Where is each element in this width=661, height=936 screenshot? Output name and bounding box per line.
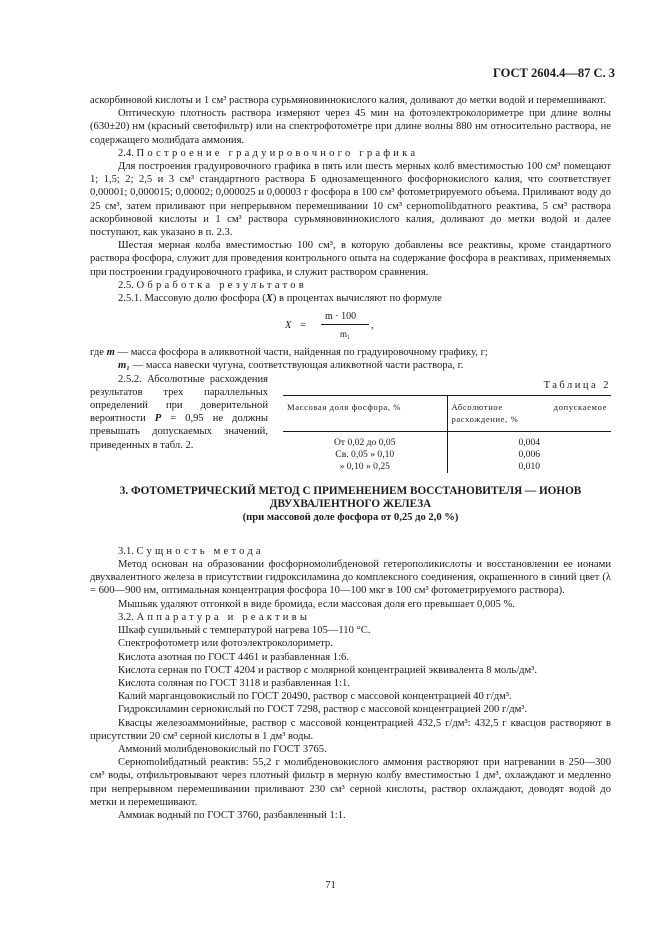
fraction-bar bbox=[321, 324, 369, 325]
section-heading-3-1 bbox=[90, 545, 611, 558]
paragraph: аскорбиновой кислоты и 1 см³ раствора сурьмяновиннокислого калия, доливают до метки водой и перемешивают. bbox=[90, 95, 606, 106]
section-title: Построение градуировочного графика bbox=[136, 147, 419, 159]
page-content bbox=[90, 94, 611, 822]
section-heading-2-4 bbox=[90, 147, 611, 160]
table-row bbox=[283, 449, 611, 461]
formula-comma: , bbox=[371, 320, 374, 332]
list-item: Калий марганцовокислый по ГОСТ 20490, раствор с массовой концентрацией 40 г/дм³. bbox=[118, 691, 512, 703]
list-item: Сернomolибдатный реактив: 55,2 г молибденовокислого аммония растворяют при нагревании в 250—300 см³ воды, отфильтровывают через плотный фильтр в мерную колбу вместимостью 1 дм³, охлаждают и медленно при непрерывном перемешивании приливают 230 см³ серной кислоты, раствор охлаждают, доводят водой до метки и перемешивают. bbox=[90, 757, 611, 808]
formula-denominator: m₁ bbox=[340, 329, 351, 340]
list-item: Квасцы железоаммонийные, раствор с массовой концентрацией 432,5 г/дм³: 432,5 г квасцов растворяют в присутствии 20 см³ серной кислоты в 1 дм³ воды. bbox=[90, 717, 611, 742]
text-run: где bbox=[90, 347, 107, 359]
text-run: ) в процентах вычисляют по формуле bbox=[272, 293, 442, 305]
table-row bbox=[283, 431, 611, 449]
section-number: 2.4. bbox=[118, 147, 134, 159]
column-header: Абсолютное допускаемое расхождение, % bbox=[447, 395, 611, 431]
formula-equals: = bbox=[300, 320, 306, 332]
formula-lhs: X bbox=[285, 320, 292, 332]
list-item: Кислота азотная по ГОСТ 4461 и разбавленная 1:6. bbox=[118, 651, 349, 663]
section-number: 2.5. bbox=[118, 279, 134, 291]
table-caption: Таблица 2 bbox=[543, 379, 611, 391]
table-cell: Св. 0,05 » 0,10 bbox=[283, 449, 447, 461]
list-item: Кислота соляная по ГОСТ 3118 и разбавленная 1:1. bbox=[118, 677, 350, 689]
page-number: 71 bbox=[325, 880, 336, 891]
where-clause bbox=[90, 346, 611, 359]
table-row bbox=[283, 461, 611, 473]
list-item: Аммоний молибденовокислый по ГОСТ 3765. bbox=[118, 743, 327, 755]
list-item: Спектрофотометр или фотоэлектроколориметр. bbox=[118, 638, 333, 650]
table-cell: 0,004 bbox=[518, 436, 541, 448]
list-item: Гидроксиламин сернокислый по ГОСТ 7298, раствор с массовой концентрацией 200 г/дм³. bbox=[118, 704, 528, 716]
list-item: Аммиак водный по ГОСТ 3760, разбавленный 1:1. bbox=[118, 809, 346, 821]
text-run: — масса фосфора в аликвотной части, найденная по градуировочному графику, г; bbox=[114, 347, 488, 359]
section-3-title: 3. ФОТОМЕТРИЧЕСКИЙ МЕТОД С ПРИМЕНЕНИЕМ ВОССТАНОВИТЕЛЯ — ИОНОВ ДВУХВАЛЕНТНОГО ЖЕЛЕЗА bbox=[119, 484, 582, 511]
table-cell: От 0,02 до 0,05 bbox=[283, 431, 447, 449]
spacer bbox=[90, 525, 611, 545]
formula-numerator: m · 100 bbox=[325, 311, 357, 323]
table-cell: 0,010 bbox=[518, 460, 541, 472]
paragraph bbox=[90, 292, 611, 305]
text-run: = 0,95 не должны превышать допускаемых значений, приведенных в табл. 2. bbox=[90, 413, 268, 451]
section-number: 3.1. bbox=[118, 545, 134, 557]
section-title: Обработка результатов bbox=[136, 279, 307, 291]
text-run: — масса навески чугуна, соответствующая аликвотной части раствора, г. bbox=[129, 360, 464, 372]
table-cell: » 0,10 » 0,25 bbox=[283, 461, 447, 473]
section-title: Аппаратура и реактивы bbox=[136, 611, 311, 623]
paragraph: Метод основан на образовании фосфорномолибденовой гетерополикислоты и восстановлении ее ионами двухвалентного железа в присутствии гидроксиламина до комплексного соединения, окрашенного в синий цвет (λ = 600—900 нм, оптимальная концентрация фосфора 10—100 мкг в 100 см³ фотометрируемого раствора). bbox=[90, 559, 611, 597]
table-cell: 0,006 bbox=[518, 448, 541, 460]
text-run: 2.5.1. Массовую долю фосфора ( bbox=[118, 293, 266, 305]
variable: m bbox=[106, 347, 115, 359]
text-run: 2.5.2. Абсолютные расхождения результатов трех параллельных определений при доверительной вероятности bbox=[90, 373, 268, 425]
variable: m₁ bbox=[118, 360, 130, 372]
variable: X bbox=[265, 293, 273, 305]
page-header: ГОСТ 2604.4—87 С. 3 bbox=[492, 66, 615, 80]
paragraph: Для построения градуировочного графика в пять или шесть мерных колб вместимостью 100 см³ помещают 1; 1,5; 2; 2,5 и 3 см³ стандартного раствора Б однозамещенного фосфорнокислого калия, что соответствует 0,00001; 0,000015; 0,00002; 0,000025 и 0,00003 г фосфора в 100 см³ фотометрируемого объема. Приливают воду до 25 см³, затем приливают при непрерывном перемешивании 10 см³ сернomolibдатного реактива, 5 см³ раствора аскорбиновой кислоты и 1 см³ раствора сурьмяновиннокислого калия, доливают до метки водой и далее поступают, как указано в п. 2.3. bbox=[90, 161, 611, 239]
table-2 bbox=[283, 395, 611, 473]
section-heading-3-2 bbox=[90, 611, 611, 624]
section-number: 3.2. bbox=[118, 611, 134, 623]
where-clause bbox=[90, 359, 611, 372]
column-header: Массовая доля фосфора, % bbox=[283, 395, 447, 431]
paragraph: Шестая мерная колба вместимостью 100 см³, в которую добавлены все реактивы, кроме стандартного раствора фосфора, служит для проведения контрольного опыта на содержание фосфора в реактивах, применяемых при построении градуировочного графика, и служит раствором сравнения. bbox=[90, 240, 611, 278]
table-header-row bbox=[283, 395, 611, 431]
table-section bbox=[90, 373, 611, 481]
formula bbox=[90, 307, 611, 343]
section-3-subtitle: (при массовой доле фосфора от 0,25 до 2,0 %) bbox=[242, 512, 459, 524]
paragraph bbox=[90, 373, 268, 452]
variable: P bbox=[154, 413, 162, 425]
paragraph: Оптическую плотность раствора измеряют через 45 мин на фотоэлектроколориметре при длине волны (630±20) нм (красный светофильтр) или на спектрофотометре при длине волны 880 нм относительно раствора, не содержащего молибдата аммония. bbox=[90, 108, 611, 146]
list-item: Шкаф сушильный с температурой нагрева 105—110 °С. bbox=[118, 625, 371, 637]
section-heading-2-5 bbox=[90, 279, 611, 292]
list-item: Кислота серная по ГОСТ 4204 и раствор с молярной концентрацией эквивалента 8 моль/дм³. bbox=[118, 664, 538, 676]
section-title: Сущность метода bbox=[136, 545, 264, 557]
paragraph: Мышьяк удаляют отгонкой в виде бромида, если массовая доля его превышает 0,005 %. bbox=[118, 598, 515, 610]
